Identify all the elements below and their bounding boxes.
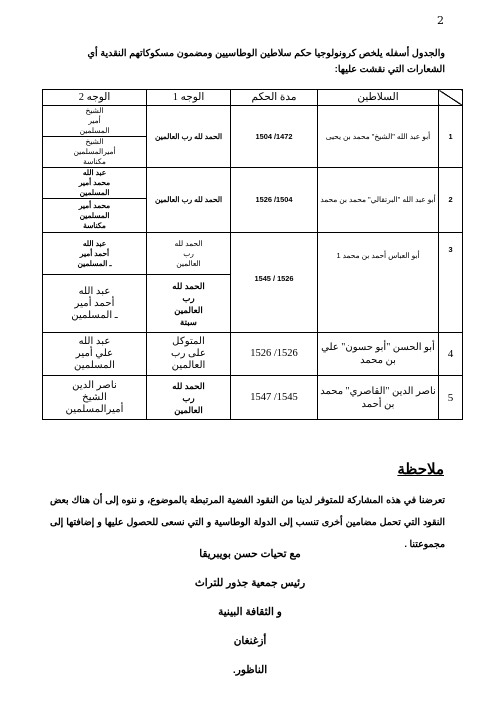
inscription-line: الحمد لله xyxy=(174,238,203,248)
table-row xyxy=(43,233,463,275)
inscription-line: رب xyxy=(182,392,195,403)
inscription-line: أمير xyxy=(88,116,101,125)
face1-inscription: الحمد لله رب العالمين xyxy=(147,168,231,233)
inscription-line: على رب xyxy=(171,348,206,359)
inscription-line: مكناسة xyxy=(83,157,106,166)
inscription-line: عبد الله xyxy=(82,168,107,177)
signature-line-4: أزغنغان xyxy=(233,635,267,647)
face2-inscription xyxy=(43,376,147,420)
sultan-name: أبو الحسن "أبو حسون" علي بن محمد xyxy=(318,333,439,376)
row-number: 4 xyxy=(439,333,463,376)
face2-inscription-b xyxy=(43,137,147,168)
inscription-line: الشيخ xyxy=(82,391,107,403)
inscription-line: المسلمين xyxy=(73,360,115,371)
inscription-line: أحمد أمير xyxy=(74,297,115,309)
inscription-line: عبد الله xyxy=(82,238,107,248)
face2-inscription-a xyxy=(43,106,147,137)
face1-inscription-a xyxy=(147,233,231,275)
header-period: مدة الحكم xyxy=(231,90,318,106)
inscription-line: رب xyxy=(183,248,194,258)
table-row xyxy=(43,106,463,137)
face2-inscription-a xyxy=(43,168,147,199)
inscription-line: ـ المسلمين xyxy=(71,309,118,321)
inscription-line: العالمين xyxy=(176,258,201,268)
inscription-line: أميرالمسلمين xyxy=(73,147,116,156)
inscription-line: الحمد لله xyxy=(172,280,205,291)
reign-period: 1504 /1472 xyxy=(231,106,318,168)
inscription-line: المسلمين xyxy=(79,126,110,135)
face2-inscription xyxy=(43,333,147,376)
header-sultans: السلاطين xyxy=(318,90,439,106)
inscription-line: ـ المسلمين xyxy=(77,258,112,268)
face2-inscription-a xyxy=(43,233,147,275)
reign-period: 1526 /1526 xyxy=(231,333,318,376)
signature-line-3: و الثقافة البينية xyxy=(218,606,282,618)
note-paragraph: تعرضنا في هذه المشاركة للمتوفر لدينا من النقود الفضية المرتبطة بالموضوع، و ننوه إلى أن هناك بعض النقود التي تحمل مضامين أخرى تنسب إلى الدولة الوطاسية و التي نسعى للحصول عليها و إضافتها إلى مجموعتنا . xyxy=(50,494,445,549)
inscription-line: عبد الله xyxy=(78,285,111,297)
header-face2: الوجه 2 xyxy=(43,90,147,106)
note-heading: ملاحظة xyxy=(397,461,444,478)
sultan-name: أبو العباس أحمد بن محمد 1 xyxy=(318,233,439,333)
inscription-line: رب xyxy=(182,292,195,303)
inscription-line: العالمين xyxy=(174,304,203,315)
row-number: 1 xyxy=(439,106,463,168)
inscription-line: العالمين xyxy=(171,360,206,371)
inscription-line: المتوكل xyxy=(172,336,205,347)
header-face1: الوجه 1 xyxy=(147,90,231,106)
signature-line-5: الناظور. xyxy=(232,664,268,676)
reign-period: 1526 /1504 xyxy=(231,168,318,233)
row-number: 3 xyxy=(439,233,463,333)
sultan-name: أبو عبد الله "الشيخ" محمد بن يحيى xyxy=(318,106,439,168)
face2-inscription-b xyxy=(43,275,147,333)
inscription-line: الحمد لله xyxy=(172,380,205,391)
face1-inscription: الحمد لله رب العالمين xyxy=(147,106,231,168)
sultan-name: أبو عبد الله "البرتقالي" محمد بن محمد xyxy=(318,168,439,233)
row-number: 2 xyxy=(439,168,463,233)
inscription-line: أحمد أمير xyxy=(79,248,110,258)
reign-period: 1547 /1545 xyxy=(231,376,318,420)
inscription-line: مكناسة xyxy=(83,220,106,230)
signature-line-1: مع تحيات حسن بويبريقا xyxy=(199,548,301,560)
inscription-line: الشيخ xyxy=(85,137,104,146)
inscription-line: الشيخ xyxy=(85,106,104,115)
inscription-line: محمد أمير xyxy=(78,200,111,210)
signature-line-2: رئيس جمعية جذور للتراث xyxy=(194,577,306,589)
face1-inscription xyxy=(147,333,231,376)
inscription-line: سبتة xyxy=(180,316,197,327)
inscription-line: المسلمين xyxy=(79,188,110,197)
table-header-row xyxy=(43,90,463,106)
table-row xyxy=(43,333,463,376)
diagonal-header-cell xyxy=(439,90,463,106)
inscription-line: عبد الله xyxy=(78,336,111,347)
intro-paragraph: والجدول أسفله يلخص كرونولوجيا حكم سلاطين الوطاسيين ومضمون مسكوكاتهم النقدية أي الشعارات التي نقشت عليها: xyxy=(87,48,445,75)
inscription-line: علي أمير xyxy=(75,348,114,359)
face1-inscription-b xyxy=(147,275,231,333)
inscription-line: المسلمين xyxy=(79,210,110,220)
sultan-name: ناصر الدين "القاصري" محمد بن أحمد xyxy=(318,376,439,420)
page-number: 2 xyxy=(437,14,444,27)
inscription-line: ناصر الدين xyxy=(72,379,117,391)
inscription-line: العالمين xyxy=(174,404,203,415)
table-row xyxy=(43,376,463,420)
inscription-line: أميرالمسلمين xyxy=(65,403,124,415)
face2-inscription-b xyxy=(43,199,147,233)
row-number: 5 xyxy=(439,376,463,420)
table-row xyxy=(43,168,463,199)
reign-period: 1545 / 1526 xyxy=(231,233,318,333)
face1-inscription xyxy=(147,376,231,420)
inscription-line: محمد أمير xyxy=(78,178,111,187)
sultans-table xyxy=(42,89,463,420)
